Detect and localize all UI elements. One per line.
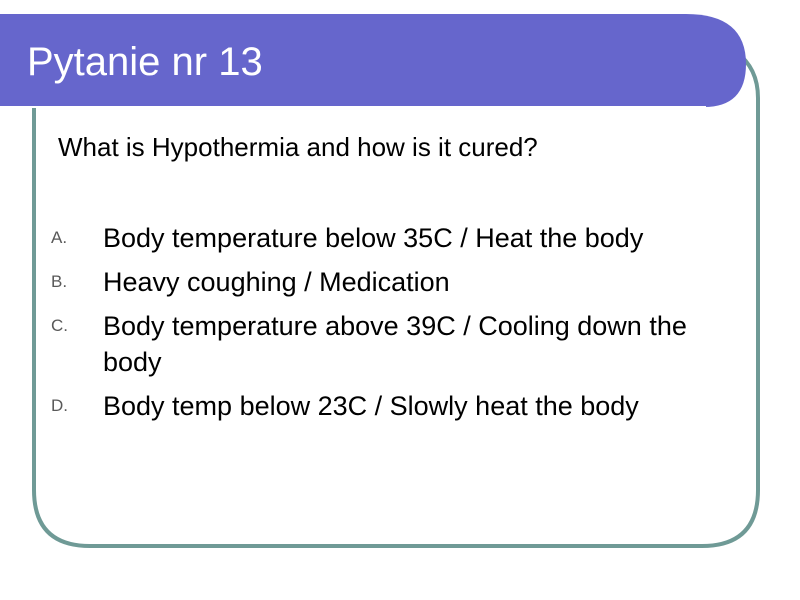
answer-option-c[interactable] (0, 308, 800, 380)
answer-text: Body temperature above 39C / Cooling down the body (103, 311, 687, 377)
answer-option-d[interactable] (0, 388, 800, 424)
answer-list (0, 220, 800, 432)
answer-option-a[interactable] (0, 220, 800, 256)
answer-letter: D. (51, 396, 68, 415)
answer-letter: A. (51, 228, 68, 247)
slide-title: Pytanie nr 13 (27, 40, 263, 84)
answer-letter: C. (51, 316, 68, 335)
answer-text: Heavy coughing / Medication (103, 267, 450, 297)
answer-letter: B. (51, 272, 68, 291)
answer-text: Body temp below 23C / Slowly heat the body (103, 391, 639, 421)
answer-option-b[interactable] (0, 264, 800, 300)
question-text: What is Hypothermia and how is it cured? (58, 132, 538, 162)
answer-text: Body temperature below 35C / Heat the body (103, 223, 644, 253)
